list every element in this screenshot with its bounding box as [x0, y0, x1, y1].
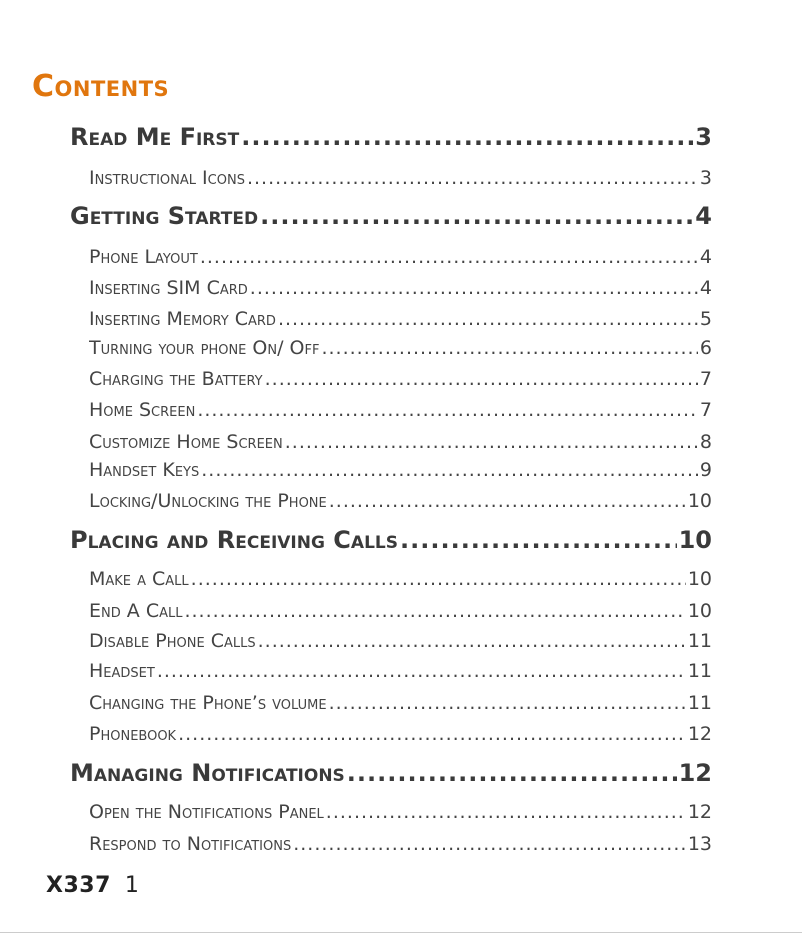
model-name: X337	[46, 873, 111, 898]
dot-leader	[260, 202, 693, 230]
toc-entry[interactable]	[89, 630, 712, 652]
toc-section[interactable]	[70, 759, 712, 787]
toc-label: Inserting SIM Card	[89, 277, 248, 299]
toc-label: Managing Notifications	[70, 759, 345, 787]
toc-label: Turning your phone On/ Off	[89, 337, 320, 359]
toc-page-number: 4	[699, 277, 712, 299]
toc-label: End A Call	[89, 600, 183, 622]
toc-label: Make a Call	[89, 568, 189, 590]
dot-leader	[157, 660, 686, 682]
toc-label: Customize Home Screen	[89, 431, 283, 453]
dot-leader	[329, 490, 686, 512]
toc-entry[interactable]	[89, 277, 712, 299]
toc-entry[interactable]	[89, 692, 712, 714]
toc-section[interactable]	[70, 202, 712, 230]
toc-page-number: 3	[695, 123, 712, 151]
toc-page-number: 4	[695, 202, 712, 230]
toc-entry[interactable]	[89, 723, 712, 745]
toc-page-number: 8	[699, 431, 712, 453]
dot-leader	[293, 833, 686, 855]
toc-label: Read Me First	[70, 123, 240, 151]
toc-entry[interactable]	[89, 399, 712, 421]
dot-leader	[191, 568, 686, 590]
dot-leader	[184, 600, 685, 622]
toc-entry[interactable]	[89, 167, 712, 189]
toc-entry[interactable]	[89, 337, 712, 359]
page-footer	[46, 875, 139, 897]
dot-leader	[178, 723, 686, 745]
dot-leader	[321, 337, 697, 359]
toc-label: Open the Notifications Panel	[89, 801, 324, 823]
toc-page-number: 10	[678, 526, 712, 554]
toc-entry[interactable]	[89, 308, 712, 330]
toc-page-number: 12	[687, 723, 712, 745]
toc-entry[interactable]	[89, 600, 712, 622]
toc-label: Headset	[89, 660, 155, 682]
toc-label: Phone Layout	[89, 246, 198, 268]
toc-entry[interactable]	[89, 801, 712, 823]
bottom-divider	[0, 932, 802, 933]
toc-page-number: 9	[699, 459, 712, 481]
toc-section[interactable]	[70, 123, 712, 151]
dot-leader	[197, 399, 698, 421]
dot-leader	[241, 123, 693, 151]
toc-label: Changing the Phone’s volume	[89, 692, 327, 714]
toc-label: Locking/Unlocking the Phone	[89, 490, 327, 512]
dot-leader	[200, 246, 698, 268]
toc-page-number: 3	[699, 167, 712, 189]
toc-page-number: 11	[687, 660, 712, 682]
dot-leader	[265, 368, 698, 390]
toc-label: Inserting Memory Card	[89, 308, 276, 330]
dot-leader	[258, 630, 686, 652]
footer-page-number: 1	[124, 873, 139, 898]
toc-page-number: 12	[687, 801, 712, 823]
dot-leader	[250, 277, 698, 299]
toc-label: Handset Keys	[89, 459, 200, 481]
toc-entry[interactable]	[89, 660, 712, 682]
toc-page-number: 7	[699, 399, 712, 421]
toc-page-number: 7	[699, 368, 712, 390]
toc-section[interactable]	[70, 526, 712, 554]
toc-label: Placing and Receiving Calls	[70, 526, 398, 554]
toc-entry[interactable]	[89, 490, 712, 512]
toc-entry[interactable]	[89, 568, 712, 590]
toc-label: Phonebook	[89, 723, 177, 745]
toc-label: Instructional Icons	[89, 167, 245, 189]
toc-page-number: 10	[687, 600, 712, 622]
dot-leader	[247, 167, 698, 189]
toc-entry[interactable]	[89, 833, 712, 855]
toc-entry[interactable]	[89, 246, 712, 268]
toc-page-number: 13	[687, 833, 712, 855]
toc-label: Getting Started	[70, 202, 259, 230]
toc-page-number: 11	[687, 692, 712, 714]
toc-label: Respond to Notifications	[89, 833, 292, 855]
dot-leader	[347, 759, 677, 787]
toc-label: Home Screen	[89, 399, 196, 421]
toc-page-number: 5	[699, 308, 712, 330]
toc-label: Disable Phone Calls	[89, 630, 256, 652]
toc-page-number: 12	[678, 759, 712, 787]
toc-page-number: 11	[687, 630, 712, 652]
toc-page-number: 10	[687, 568, 712, 590]
page-title: Contents	[32, 69, 170, 104]
dot-leader	[278, 308, 698, 330]
dot-leader	[400, 526, 677, 554]
toc-entry[interactable]	[89, 431, 712, 453]
dot-leader	[201, 459, 698, 481]
toc-entry[interactable]	[89, 368, 712, 390]
dot-leader	[285, 431, 698, 453]
dot-leader	[326, 801, 686, 823]
toc-page-number: 4	[699, 246, 712, 268]
dot-leader	[329, 692, 686, 714]
toc-entry[interactable]	[89, 459, 712, 481]
toc-label: Charging the Battery	[89, 368, 263, 390]
toc-page-number: 6	[699, 337, 712, 359]
toc-page-number: 10	[687, 490, 712, 512]
